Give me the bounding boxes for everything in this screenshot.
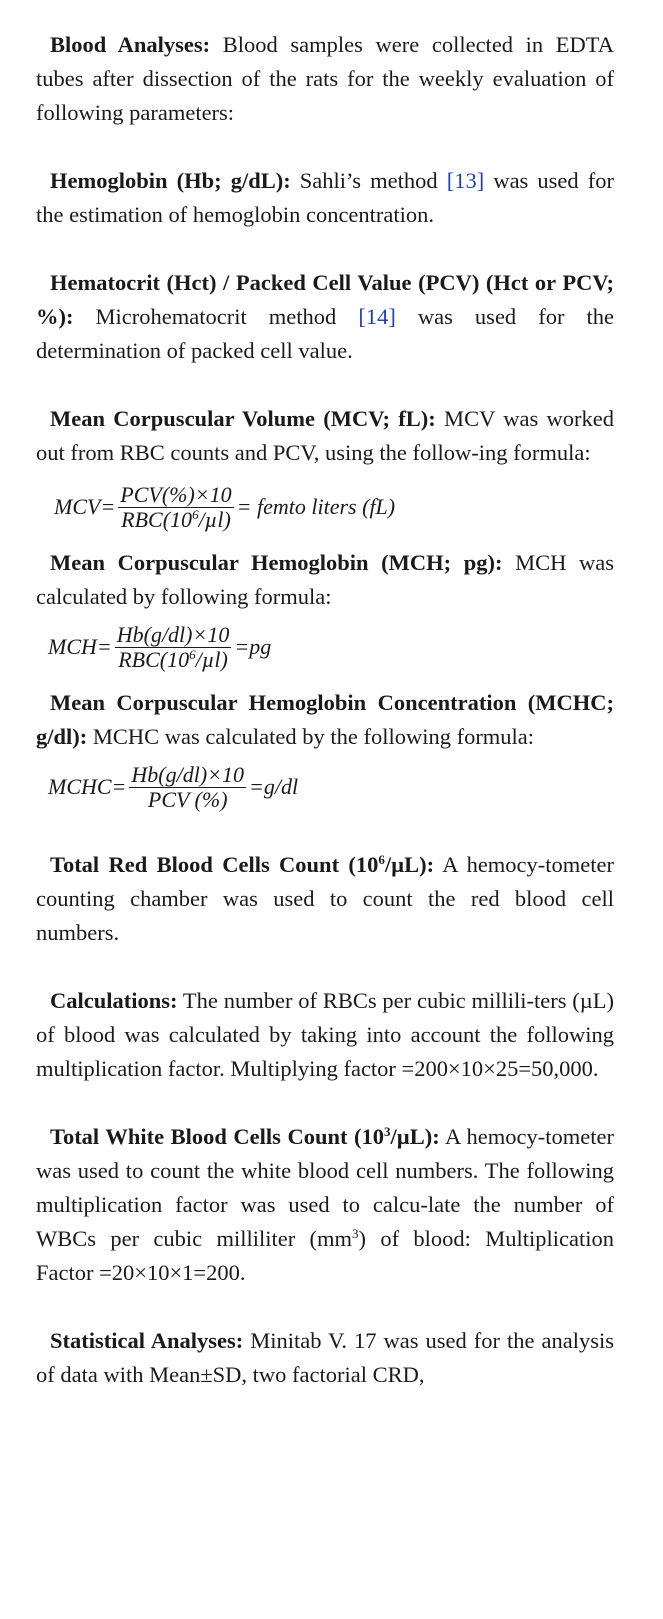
mch-den-b: /µl) bbox=[195, 646, 228, 672]
mch-formula bbox=[36, 614, 614, 680]
mchc-formula bbox=[36, 754, 614, 820]
calculations-text: The number of RBCs per cubic millili-ters (µL) of blood was calculated by taking into account the following multiplication factor. Multiplying factor =200×10×25=50,000. bbox=[36, 988, 614, 1081]
mchc-formula-lhs: MCHC= bbox=[48, 774, 127, 799]
blood-analyses-paragraph bbox=[36, 28, 614, 130]
statistical-paragraph bbox=[36, 1324, 614, 1392]
mcv-formula-denominator bbox=[119, 508, 233, 532]
mch-formula-rhs: =pg bbox=[234, 634, 272, 659]
wbc-text-sup: 3 bbox=[352, 1226, 359, 1241]
blood-analyses-section bbox=[36, 28, 614, 130]
calculations-section bbox=[36, 984, 614, 1086]
hematocrit-text: Microhematocrit method bbox=[73, 304, 359, 329]
wbc-text-b: ) of blood: Multiplication Factor =20×10×1=200. bbox=[36, 1226, 614, 1285]
mcv-heading: Mean Corpuscular Volume (MCV; fL): bbox=[50, 406, 436, 431]
mchc-formula-numerator: Hb(g/dl)×10 bbox=[131, 761, 245, 787]
rbc-count-heading bbox=[50, 852, 434, 877]
mcv-formula-lhs: MCV= bbox=[54, 494, 116, 519]
article-body bbox=[36, 28, 614, 1426]
mch-den-a: RBC(10 bbox=[118, 646, 190, 672]
calculations-heading: Calculations: bbox=[50, 988, 178, 1013]
mcv-den-sup: 6 bbox=[192, 506, 199, 522]
wbc-count-paragraph bbox=[36, 1120, 614, 1290]
mchc-formula-rhs: =g/dl bbox=[249, 774, 299, 799]
mch-paragraph bbox=[36, 546, 614, 614]
wbc-text-a: A hemocy-tometer was used to count the white blood cell numbers. The following multiplication factor was used to calcu-late the number of WBCs per cubic milliliter (mm bbox=[36, 1124, 614, 1251]
rbc-count-text: A hemocy-tometer counting chamber was used to count the red blood cell numbers. bbox=[36, 852, 615, 945]
mch-formula-lhs: MCH= bbox=[48, 634, 112, 659]
statistical-section bbox=[36, 1324, 614, 1392]
hemoglobin-paragraph bbox=[36, 164, 614, 232]
rbc-count-section bbox=[36, 848, 614, 950]
hemoglobin-text: Sahli’s method bbox=[290, 168, 447, 193]
mcv-paragraph bbox=[36, 402, 614, 470]
wbc-heading-b: /µL): bbox=[390, 1124, 440, 1149]
mch-formula-numerator: Hb(g/dl)×10 bbox=[116, 621, 230, 647]
mcv-den-b: /µl) bbox=[198, 506, 231, 532]
mchc-formula-denominator: PCV (%) bbox=[147, 786, 228, 812]
mchc-heading: Mean Corpuscular Hemoglobin Concentration (MCHC; g/dl): bbox=[36, 690, 614, 749]
reference-link-13[interactable]: [13] bbox=[446, 168, 485, 193]
mcv-formula-numerator: PCV(%)×10 bbox=[120, 481, 232, 507]
blood-analyses-heading: Blood Analyses: bbox=[50, 32, 211, 57]
mch-section bbox=[36, 546, 614, 680]
wbc-count-section bbox=[36, 1120, 614, 1290]
hematocrit-section bbox=[36, 266, 614, 368]
mchc-section bbox=[36, 686, 614, 820]
hemoglobin-text-end: was used for the estimation of hemoglobin concentration. bbox=[36, 168, 614, 227]
rbc-heading-sup: 6 bbox=[378, 852, 385, 867]
mcv-formula bbox=[36, 474, 614, 540]
hemoglobin-section bbox=[36, 164, 614, 232]
wbc-heading-a: Total White Blood Cells Count (10 bbox=[50, 1124, 384, 1149]
rbc-heading-b: /µL): bbox=[384, 852, 435, 877]
hematocrit-text-end: was used for the determination of packed cell value. bbox=[36, 304, 614, 363]
mchc-formula-fraction bbox=[129, 763, 246, 812]
statistical-text: Minitab V. 17 was used for the analysis of data with Mean±SD, two factorial CRD, bbox=[36, 1328, 614, 1387]
reference-link-14[interactable]: [14] bbox=[358, 304, 396, 329]
mcv-formula-rhs: = femto liters (fL) bbox=[236, 494, 396, 519]
mch-heading: Mean Corpuscular Hemoglobin (MCH; pg): bbox=[50, 550, 503, 575]
mchc-paragraph bbox=[36, 686, 614, 754]
blood-analyses-text: Blood samples were collected in EDTA tubes after dissection of the rats for the weekly evaluation of following parameters: bbox=[36, 32, 614, 125]
hemoglobin-heading: Hemoglobin (Hb; g/dL): bbox=[50, 168, 291, 193]
rbc-count-paragraph bbox=[36, 848, 614, 950]
mch-den-sup: 6 bbox=[189, 646, 196, 662]
mchc-text: MCHC was calculated by the following formula: bbox=[87, 724, 535, 749]
mch-formula-fraction bbox=[115, 623, 232, 672]
mcv-text: MCV was worked out from RBC counts and PCV, using the follow-ing formula: bbox=[36, 406, 615, 465]
mch-formula-denominator bbox=[116, 648, 230, 672]
mcv-formula-fraction bbox=[118, 483, 233, 532]
hematocrit-heading: Hematocrit (Hct) / Packed Cell Value (PCV) (Hct or PCV; %): bbox=[36, 270, 614, 329]
mcv-section bbox=[36, 402, 614, 540]
hematocrit-paragraph bbox=[36, 266, 614, 368]
rbc-heading-a: Total Red Blood Cells Count (10 bbox=[50, 852, 379, 877]
calculations-paragraph bbox=[36, 984, 614, 1086]
statistical-heading: Statistical Analyses: bbox=[50, 1328, 244, 1353]
mcv-den-a: RBC(10 bbox=[121, 506, 193, 532]
wbc-count-heading bbox=[50, 1124, 440, 1149]
wbc-heading-sup: 3 bbox=[384, 1124, 391, 1139]
mch-text: MCH was calculated by following formula: bbox=[36, 550, 614, 609]
